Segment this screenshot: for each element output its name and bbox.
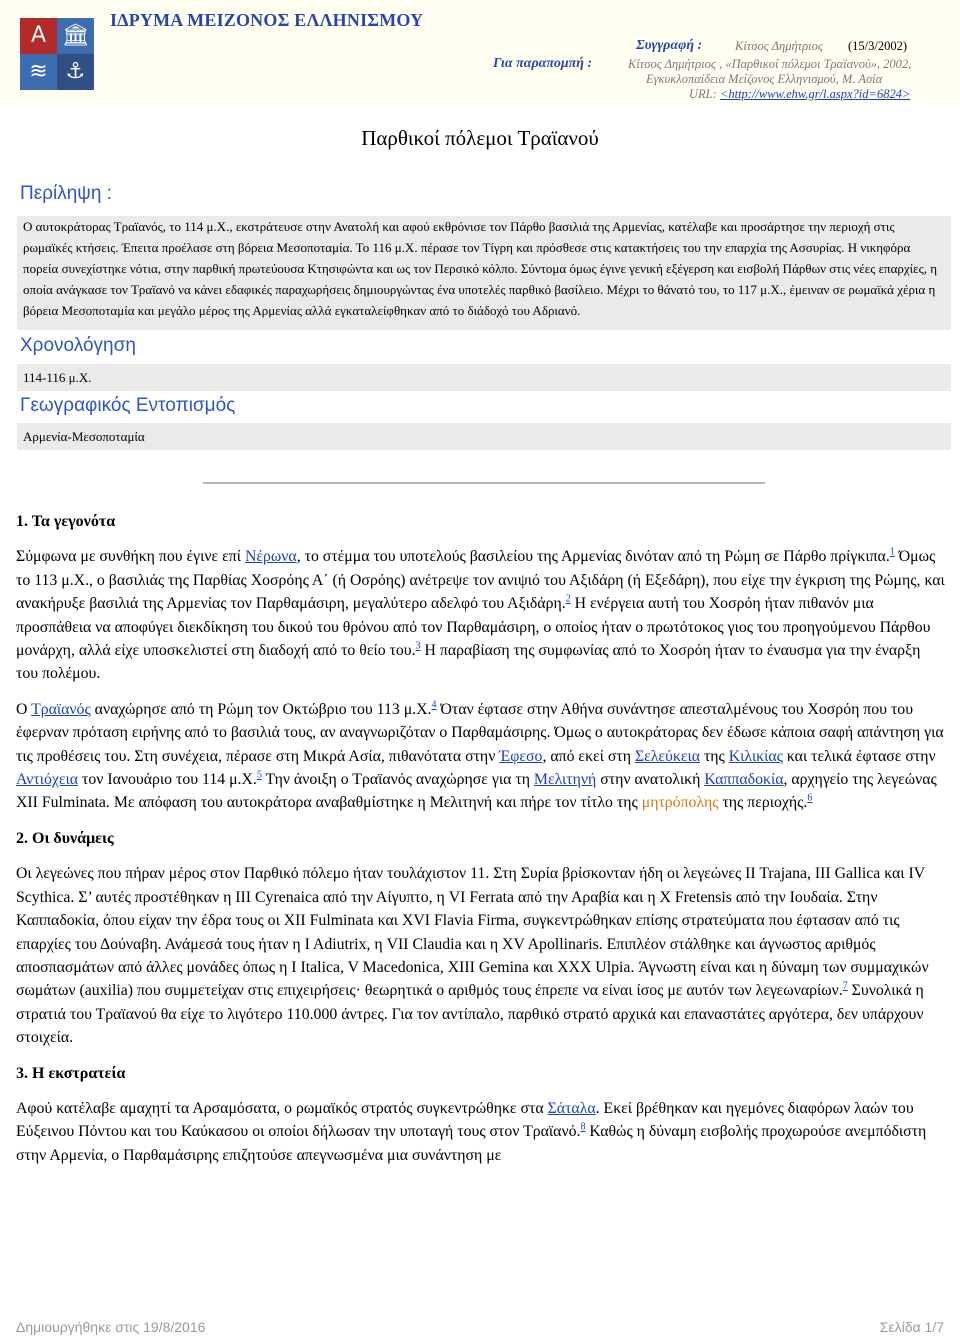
section-3-paragraph-1 (16, 1097, 946, 1167)
section-1-title: 1. Τα γεγονότα (16, 513, 116, 530)
footer-created-date: Δημιουργήθηκε στις 19/8/2016 (16, 1319, 206, 1335)
text-span: αναχώρησε από τη Ρώμη τον Οκτώβριο του 113 μ.Χ. (90, 700, 432, 718)
section-2-title: 2. Οι δυνάμεις (16, 829, 114, 847)
section-3-title: 3. Η εκστρατεία (16, 1064, 126, 1082)
article-body (16, 510, 946, 1179)
org-name: ΙΔΡΥΜΑ ΜΕΙΖΟΝΟΣ ΕΛΛΗΝΙΣΜΟΥ (110, 10, 424, 30)
text-span: Καθώς η δύναμη εισβολής προχωρούσε ανεμπόδιστη στην Αρμενία, ο Παρθαμάσιρης επιζητούσε απεγνωσμένα μια συνάντηση με (16, 1123, 927, 1164)
link-melitene[interactable]: Μελιτηνή (533, 771, 597, 789)
citation-line-2: Εγκυκλοπαίδεια Μείζονος Ελληνισμού, Μ. Ασία (646, 72, 883, 86)
link-cappadocia[interactable]: Καππαδοκία (704, 771, 784, 789)
text-span: και τελικά έφτασε στην (782, 747, 936, 765)
waves-icon: ≋ (20, 54, 57, 90)
temple-columns-icon: 🏛 (57, 18, 94, 54)
summary-box (17, 216, 951, 330)
citation-label: Για παραπομπή : (493, 56, 593, 71)
author-value: Κίτσος Δημήτριος (735, 39, 823, 53)
author-label: Συγγραφή : (636, 38, 703, 53)
text-span: Συνολικά η στρατιά του Τραϊανού θα είχε το λιγότερο 110.000 άντρες. Για τον αντίπαλο, παρθικό στρατό αρχικά και επαναστάτες αργότερα, δεν υπάρχουν στοιχεία. (16, 982, 924, 1047)
text-span: . Εκεί βρέθηκαν και ηγεμόνες διαφόρων λαών του Εύξεινου Πόντου και του Καύκασου οι οποίοι δήλωσαν την υποταγή τους στον Τραϊανό. (16, 1099, 914, 1141)
text-span: στην ανατολική (596, 771, 705, 789)
footnote-6[interactable]: 6 (807, 793, 813, 805)
text-span: Την άνοιξη ο Τραϊανός αναχώρησε για τη (261, 771, 534, 789)
text-span: Η ενέργεια αυτή του Χοσρόη ήταν πιθανόν μια προσπάθεια να αποφύγει διεκδίκηση του δικού του θρόνου από τον Παρθαμάσιρη, ο οποίος ήταν ο πρωτότοκος γιος του προηγούμενου Πάρθου μονάρχη, αλλά είχε υποσκελιστεί στη διαδοχή από το θείο του. (16, 595, 931, 660)
footnote-2[interactable]: 2 (565, 593, 571, 605)
text-span: τον Ιανουάριο του 114 μ.Χ. (78, 771, 257, 789)
footnote-1[interactable]: 1 (889, 547, 895, 559)
text-span: Όταν έφτασε στην Αθήνα συνάντησε απεσταλμένους του Χοσρόη που του έφερναν πρόταση ειρήνης από το βασιλιά τους, αν αναγνωριζόταν ο Παρθαμάσιρης. Όμως ο αυτοκράτορας δεν έδωσε κάποια σαφή απάντηση για τις προθέσεις του. Στη συνέχεια, πέρασε στη Μικρά Ασία, πιθανότατα στην (16, 700, 944, 765)
section-2-paragraph-1 (16, 862, 946, 1049)
cross-anchor-icon: ⚓ (57, 54, 94, 90)
divider (203, 482, 765, 484)
text-span: Ο (16, 700, 32, 718)
page-title: Παρθικοί πόλεμοι Τραϊανού (361, 126, 599, 150)
text-span: Η παραβίαση της συμφωνίας από το Χοσρόη ήταν το έναυσμα για την έναρξη του πολέμου. (16, 642, 921, 683)
header-banner (0, 0, 960, 104)
footer-page-number: Σελίδα 1/7 (879, 1319, 944, 1335)
chronology-heading: Χρονολόγηση (20, 335, 136, 356)
geography-value: Αρμενία-Μεσοποταμία (23, 429, 145, 444)
author-date: (15/3/2002) (848, 39, 908, 53)
geography-heading: Γεωγραφικός Εντοπισμός (20, 395, 236, 416)
text-span: Οι λεγεώνες που πήραν μέρος στον Παρθικό πόλεμο ήταν τουλάχιστον 11. Στη Συρία βρίσκονταν ήδη οι λεγεώνες II Trajana, III Gallica και IV Scythica. Σ’ αυτές προστέθηκαν η III Cyrenaica από την Αίγυπτο, η VI Ferrata από την Αραβία και η X Fretensis από την Ιουδαία. Στην Καππαδοκία, όπου είχαν την έδρα τους οι XII Fulminata και XVI Flavia Firma, συγκεντρώθηκαν επίσης στρατεύματα που έφτασαν από τις επαρχίες του Δούναβη. Ανάμεσά τους ήταν η I Adiutrix, η VII Claudia και η XV Apollinaris. Επιπλέον στάλθηκε και άγνωστος αριθμός αποσπασμάτων από άλλες μονάδες όπως η I Italica, V Macedonica, XIII Gemina και XXX Ulpia. Άγνωστη είναι και η δύναμη των συμμαχικών σωμάτων (auxilia) που συμμετείχαν στις επιχειρήσεις· θεωρητικά ο αριθμός τους έπρεπε να είναι ίσος με αυτόν των λεγεωναρίων. (16, 865, 929, 1000)
citation-line-1: Κίτσος Δημήτριος , «Παρθικοί πόλεμοι Τραϊανού», 2002, (628, 57, 912, 71)
summary-text: Ο αυτοκράτορας Τραϊανός, το 114 μ.Χ., εκστράτευσε στην Ανατολή και αφού εκθρόνισε τον Πάρθο βασιλιά της Αρμενίας, κατέλαβε και προσάρτησε την περιοχή στις ρωμαϊκές κτήσεις. Έπειτα προέλασε στη βόρεια Μεσοποταμία. Το 116 μ.Χ. πέρασε τον Τίγρη και πρόσθεσε στις κατακτήσεις του την επαρχία της Ασσυρίας. Η νικηφόρα πορεία συνεχίστηκε νότια, στην παρθική πρωτεύουσα Κτησιφώντα και ως τον Περσικό κόλπο. Σύντομα όμως έγινε γενική εξέγερση και εισβολή Πάρθων στις νέες επαρχίες, η οποία ανάγκασε τον Τραϊανό να κάνει εδαφικές παραχωρήσεις δημιουργώντας ένα υποτελές παρθικό βασίλειο. Μέχρι το θάνατό του, το 117 μ.Χ., έμειναν σε ρωμαϊκά χέρια η βόρεια Μεσοποταμία και μεγάλο μέρος της Αρμενίας αλλά εγκαταλείφθηκαν από το διάδοχό του Αδριανό. (23, 219, 938, 318)
citation-url-line (689, 87, 910, 102)
footnote-3[interactable]: 3 (415, 640, 421, 652)
citation-url-link[interactable]: <http://www.ehw.gr/l.aspx?id=6824> (719, 87, 911, 101)
text-span: της (700, 747, 729, 765)
link-satala[interactable]: Σάταλα (547, 1099, 596, 1117)
section-1-paragraph-2 (16, 698, 946, 815)
term-metropolis: μητρόπολης (641, 794, 719, 812)
link-cilicia[interactable]: Κιλικίας (728, 747, 783, 765)
text-span: της περιοχής. (718, 794, 808, 812)
text-span: , το στέμμα του υποτελούς βασιλείου της Αρμενίας δινόταν από τη Ρώμη σε Πάρθο πρίγκιπα. (296, 548, 890, 566)
foundation-logo[interactable] (20, 18, 94, 90)
link-seleucia[interactable]: Σελεύκεια (634, 747, 700, 765)
link-nero[interactable]: Νέρωνα (244, 548, 297, 566)
section-1-paragraph-1 (16, 545, 946, 685)
url-prefix: URL: (689, 87, 720, 101)
text-span: , αρχηγείο της λεγεώνας XII Fulminata. Με απόφαση του αυτοκράτορα αναβαθμίστηκε η Μελιτηνή και πήρε τον τίτλο της (16, 771, 937, 812)
chronology-value: 114-116 μ.Χ. (23, 370, 92, 385)
footnote-8[interactable]: 8 (580, 1122, 586, 1134)
summary-heading: Περίληψη : (20, 183, 112, 204)
footnote-5[interactable]: 5 (256, 769, 262, 781)
geography-box (17, 423, 951, 450)
footnote-4[interactable]: 4 (431, 699, 437, 711)
link-ephesus[interactable]: Έφεσο (499, 747, 543, 765)
alpha-icon: Α (20, 18, 57, 54)
text-span: Αφού κατέλαβε αμαχητί τα Αρσαμόσατα, ο ρωμαϊκός στρατός συγκεντρώθηκε στα (16, 1099, 548, 1117)
link-trajan[interactable]: Τραϊανός (31, 700, 91, 718)
footnote-7[interactable]: 7 (842, 981, 848, 993)
chronology-box (17, 364, 951, 391)
text-span: Σύμφωνα με συνθήκη που έγινε επί (16, 548, 245, 566)
text-span: Όμως το 113 μ.Χ., ο βασιλιάς της Παρθίας Χοσρόης Α΄ (ή Οσρόης) ανέτρεψε τον ανιψιό του Αξιδάρη (ή Εξεδάρη), που είχε την έγκριση της Ρώμης, και ανακήρυξε βασιλιά της Αρμενίας τον Παρθαμάσιρη, μεγαλύτερο αδελφό του Αξιδάρη. (16, 548, 945, 613)
link-antioch[interactable]: Αντιόχεια (16, 771, 79, 789)
text-span: , από εκεί στη (542, 747, 635, 765)
